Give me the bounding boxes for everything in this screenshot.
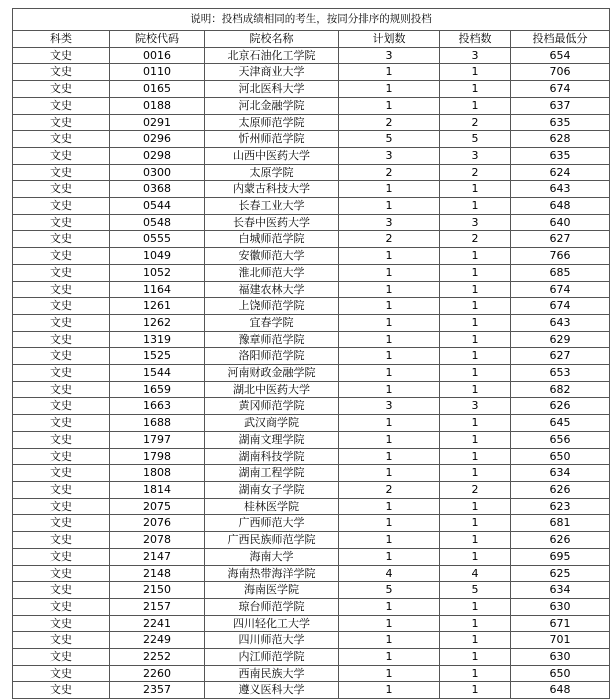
- cell-filing-count: 1: [440, 515, 511, 532]
- cell-filing-count: 2: [440, 164, 511, 181]
- cell-min-score: 766: [511, 248, 610, 265]
- table-row: [13, 231, 610, 248]
- cell-plan-count: 3: [339, 214, 440, 231]
- cell-plan-count: 1: [339, 498, 440, 515]
- cell-filing-count: 1: [440, 298, 511, 315]
- cell-school-code: 1525: [110, 348, 205, 365]
- cell-plan-count: 2: [339, 164, 440, 181]
- cell-school-name: 福建农林大学: [205, 281, 339, 298]
- cell-min-score: 630: [511, 598, 610, 615]
- cell-category: 文史: [13, 465, 110, 482]
- cell-school-code: 0291: [110, 114, 205, 131]
- table-row: [13, 548, 610, 565]
- cell-filing-count: 1: [440, 97, 511, 114]
- cell-min-score: 625: [511, 565, 610, 582]
- cell-school-code: 2260: [110, 665, 205, 682]
- cell-school-name: 四川轻化工大学: [205, 615, 339, 632]
- cell-school-name: 湖南女子学院: [205, 481, 339, 498]
- table-row: [13, 214, 610, 231]
- cell-filing-count: 1: [440, 498, 511, 515]
- cell-category: 文史: [13, 682, 110, 699]
- cell-school-code: 2357: [110, 682, 205, 699]
- cell-filing-count: 1: [440, 248, 511, 265]
- cell-plan-count: 1: [339, 465, 440, 482]
- cell-min-score: 706: [511, 64, 610, 81]
- cell-school-code: 1797: [110, 431, 205, 448]
- cell-school-code: 0548: [110, 214, 205, 231]
- cell-category: 文史: [13, 231, 110, 248]
- table-row: [13, 481, 610, 498]
- table-row: [13, 365, 610, 382]
- cell-min-score: 674: [511, 81, 610, 98]
- cell-plan-count: 1: [339, 515, 440, 532]
- cell-filing-count: 3: [440, 214, 511, 231]
- cell-category: 文史: [13, 114, 110, 131]
- cell-school-code: 0544: [110, 198, 205, 215]
- cell-min-score: 624: [511, 164, 610, 181]
- cell-plan-count: 2: [339, 481, 440, 498]
- cell-min-score: 640: [511, 214, 610, 231]
- table-row: [13, 47, 610, 64]
- cell-school-name: 宜春学院: [205, 314, 339, 331]
- cell-filing-count: 1: [440, 598, 511, 615]
- cell-category: 文史: [13, 248, 110, 265]
- cell-category: 文史: [13, 47, 110, 64]
- note-row: [13, 9, 610, 31]
- cell-category: 文史: [13, 131, 110, 148]
- cell-min-score: 626: [511, 398, 610, 415]
- cell-school-name: 广西民族师范学院: [205, 532, 339, 549]
- table-note: 说明：投档成绩相同的考生，按同分排序的规则投档: [13, 9, 610, 31]
- cell-school-code: 1688: [110, 415, 205, 432]
- cell-school-code: 2150: [110, 582, 205, 599]
- cell-school-name: 遵义医科大学: [205, 682, 339, 699]
- cell-school-name: 河南财政金融学院: [205, 365, 339, 382]
- cell-school-name: 内江师范学院: [205, 649, 339, 666]
- table-row: [13, 565, 610, 582]
- cell-category: 文史: [13, 565, 110, 582]
- cell-filing-count: 1: [440, 532, 511, 549]
- table-row: [13, 281, 610, 298]
- admission-table-sheet: [12, 8, 609, 699]
- cell-min-score: 650: [511, 665, 610, 682]
- cell-school-name: 内蒙古科技大学: [205, 181, 339, 198]
- cell-min-score: 671: [511, 615, 610, 632]
- cell-category: 文史: [13, 398, 110, 415]
- cell-filing-count: 1: [440, 431, 511, 448]
- table-row: [13, 81, 610, 98]
- cell-category: 文史: [13, 582, 110, 599]
- cell-plan-count: 2: [339, 231, 440, 248]
- cell-plan-count: 1: [339, 415, 440, 432]
- cell-school-code: 0188: [110, 97, 205, 114]
- cell-min-score: 637: [511, 97, 610, 114]
- cell-school-code: 2148: [110, 565, 205, 582]
- table-row: [13, 498, 610, 515]
- table-row: [13, 515, 610, 532]
- cell-school-code: 0555: [110, 231, 205, 248]
- table-row: [13, 448, 610, 465]
- cell-min-score: 627: [511, 231, 610, 248]
- cell-category: 文史: [13, 649, 110, 666]
- cell-school-code: 1808: [110, 465, 205, 482]
- table-row: [13, 147, 610, 164]
- cell-school-code: 2147: [110, 548, 205, 565]
- cell-min-score: 674: [511, 281, 610, 298]
- cell-plan-count: 1: [339, 298, 440, 315]
- cell-category: 文史: [13, 598, 110, 615]
- cell-min-score: 701: [511, 632, 610, 649]
- cell-min-score: 674: [511, 298, 610, 315]
- cell-category: 文史: [13, 181, 110, 198]
- cell-filing-count: 1: [440, 314, 511, 331]
- cell-school-code: 2076: [110, 515, 205, 532]
- header-row: [13, 31, 610, 48]
- cell-filing-count: 3: [440, 147, 511, 164]
- cell-category: 文史: [13, 298, 110, 315]
- cell-min-score: 643: [511, 314, 610, 331]
- cell-category: 文史: [13, 81, 110, 98]
- cell-min-score: 648: [511, 682, 610, 699]
- table-row: [13, 164, 610, 181]
- cell-plan-count: 5: [339, 131, 440, 148]
- cell-category: 文史: [13, 448, 110, 465]
- header-min-score: 投档最低分: [511, 31, 610, 48]
- table-row: [13, 431, 610, 448]
- cell-min-score: 626: [511, 532, 610, 549]
- table-row: [13, 64, 610, 81]
- cell-school-name: 湖南工程学院: [205, 465, 339, 482]
- cell-school-name: 太原师范学院: [205, 114, 339, 131]
- cell-filing-count: 1: [440, 548, 511, 565]
- cell-min-score: 626: [511, 481, 610, 498]
- cell-plan-count: 1: [339, 331, 440, 348]
- cell-school-code: 1659: [110, 381, 205, 398]
- cell-school-name: 河北医科大学: [205, 81, 339, 98]
- cell-school-name: 天津商业大学: [205, 64, 339, 81]
- cell-school-code: 1663: [110, 398, 205, 415]
- cell-school-name: 湖北中医药大学: [205, 381, 339, 398]
- cell-school-code: 1544: [110, 365, 205, 382]
- cell-school-name: 湖南文理学院: [205, 431, 339, 448]
- cell-school-code: 0165: [110, 81, 205, 98]
- table-row: [13, 298, 610, 315]
- cell-min-score: 635: [511, 114, 610, 131]
- cell-plan-count: 1: [339, 181, 440, 198]
- cell-school-name: 淮北师范大学: [205, 264, 339, 281]
- cell-category: 文史: [13, 532, 110, 549]
- cell-school-name: 白城师范学院: [205, 231, 339, 248]
- cell-school-code: 2157: [110, 598, 205, 615]
- table-row: [13, 415, 610, 432]
- cell-filing-count: 1: [440, 348, 511, 365]
- cell-plan-count: 1: [339, 665, 440, 682]
- cell-filing-count: 1: [440, 415, 511, 432]
- cell-min-score: 643: [511, 181, 610, 198]
- cell-school-code: 1049: [110, 248, 205, 265]
- header-filing-count: 投档数: [440, 31, 511, 48]
- cell-plan-count: 1: [339, 198, 440, 215]
- cell-plan-count: 1: [339, 81, 440, 98]
- table-row: [13, 248, 610, 265]
- cell-category: 文史: [13, 331, 110, 348]
- cell-plan-count: 1: [339, 548, 440, 565]
- cell-min-score: 653: [511, 365, 610, 382]
- cell-filing-count: 1: [440, 682, 511, 699]
- cell-school-code: 0298: [110, 147, 205, 164]
- cell-school-name: 山西中医药大学: [205, 147, 339, 164]
- table-row: [13, 465, 610, 482]
- cell-school-name: 西南民族大学: [205, 665, 339, 682]
- cell-category: 文史: [13, 64, 110, 81]
- cell-min-score: 685: [511, 264, 610, 281]
- cell-filing-count: 1: [440, 632, 511, 649]
- cell-min-score: 695: [511, 548, 610, 565]
- table-row: [13, 615, 610, 632]
- cell-plan-count: 1: [339, 365, 440, 382]
- cell-plan-count: 5: [339, 582, 440, 599]
- cell-school-name: 琼台师范学院: [205, 598, 339, 615]
- header-plan-count: 计划数: [339, 31, 440, 48]
- header-school-code: 院校代码: [110, 31, 205, 48]
- cell-category: 文史: [13, 415, 110, 432]
- cell-school-code: 1164: [110, 281, 205, 298]
- cell-category: 文史: [13, 615, 110, 632]
- cell-min-score: 648: [511, 198, 610, 215]
- cell-plan-count: 1: [339, 264, 440, 281]
- table-row: [13, 331, 610, 348]
- cell-plan-count: 1: [339, 598, 440, 615]
- cell-plan-count: 3: [339, 47, 440, 64]
- cell-school-code: 1814: [110, 481, 205, 498]
- cell-school-name: 安徽师范大学: [205, 248, 339, 265]
- cell-school-name: 太原学院: [205, 164, 339, 181]
- cell-filing-count: 5: [440, 131, 511, 148]
- cell-filing-count: 2: [440, 231, 511, 248]
- table-row: [13, 97, 610, 114]
- cell-min-score: 681: [511, 515, 610, 532]
- table-body: [13, 47, 610, 698]
- table-row: [13, 314, 610, 331]
- cell-school-name: 忻州师范学院: [205, 131, 339, 148]
- cell-category: 文史: [13, 515, 110, 532]
- cell-filing-count: 1: [440, 81, 511, 98]
- cell-category: 文史: [13, 147, 110, 164]
- cell-plan-count: 1: [339, 649, 440, 666]
- header-category: 科类: [13, 31, 110, 48]
- table-row: [13, 264, 610, 281]
- cell-category: 文史: [13, 281, 110, 298]
- cell-plan-count: 1: [339, 532, 440, 549]
- cell-school-name: 武汉商学院: [205, 415, 339, 432]
- cell-min-score: 656: [511, 431, 610, 448]
- table-row: [13, 632, 610, 649]
- cell-school-name: 广西师范大学: [205, 515, 339, 532]
- cell-school-name: 黄冈师范学院: [205, 398, 339, 415]
- cell-filing-count: 3: [440, 47, 511, 64]
- cell-school-code: 0110: [110, 64, 205, 81]
- cell-min-score: 654: [511, 47, 610, 64]
- cell-school-name: 海南大学: [205, 548, 339, 565]
- cell-plan-count: 1: [339, 682, 440, 699]
- cell-category: 文史: [13, 264, 110, 281]
- cell-school-code: 1798: [110, 448, 205, 465]
- cell-plan-count: 1: [339, 314, 440, 331]
- cell-category: 文史: [13, 481, 110, 498]
- cell-school-code: 2078: [110, 532, 205, 549]
- cell-category: 文史: [13, 348, 110, 365]
- cell-category: 文史: [13, 498, 110, 515]
- cell-min-score: 630: [511, 649, 610, 666]
- cell-filing-count: 5: [440, 582, 511, 599]
- cell-school-code: 1319: [110, 331, 205, 348]
- cell-category: 文史: [13, 365, 110, 382]
- cell-filing-count: 1: [440, 448, 511, 465]
- cell-school-name: 海南热带海洋学院: [205, 565, 339, 582]
- table-row: [13, 649, 610, 666]
- cell-school-code: 2249: [110, 632, 205, 649]
- cell-min-score: 635: [511, 147, 610, 164]
- table-row: [13, 131, 610, 148]
- cell-plan-count: 1: [339, 64, 440, 81]
- cell-plan-count: 1: [339, 615, 440, 632]
- table-row: [13, 582, 610, 599]
- cell-filing-count: 3: [440, 398, 511, 415]
- cell-school-code: 1261: [110, 298, 205, 315]
- cell-school-code: 0368: [110, 181, 205, 198]
- cell-plan-count: 3: [339, 398, 440, 415]
- cell-plan-count: 1: [339, 97, 440, 114]
- cell-category: 文史: [13, 548, 110, 565]
- table-row: [13, 665, 610, 682]
- cell-filing-count: 1: [440, 198, 511, 215]
- cell-category: 文史: [13, 632, 110, 649]
- cell-category: 文史: [13, 314, 110, 331]
- cell-school-code: 2075: [110, 498, 205, 515]
- cell-plan-count: 1: [339, 632, 440, 649]
- cell-min-score: 627: [511, 348, 610, 365]
- header-school-name: 院校名称: [205, 31, 339, 48]
- cell-filing-count: 1: [440, 281, 511, 298]
- cell-min-score: 634: [511, 465, 610, 482]
- cell-school-name: 四川师范大学: [205, 632, 339, 649]
- cell-plan-count: 1: [339, 431, 440, 448]
- cell-category: 文史: [13, 214, 110, 231]
- cell-school-name: 湖南科技学院: [205, 448, 339, 465]
- cell-category: 文史: [13, 381, 110, 398]
- table-row: [13, 598, 610, 615]
- cell-filing-count: 1: [440, 465, 511, 482]
- cell-filing-count: 1: [440, 331, 511, 348]
- cell-plan-count: 3: [339, 147, 440, 164]
- cell-school-code: 1052: [110, 264, 205, 281]
- cell-min-score: 629: [511, 331, 610, 348]
- cell-school-name: 长春工业大学: [205, 198, 339, 215]
- cell-plan-count: 1: [339, 281, 440, 298]
- table-row: [13, 181, 610, 198]
- cell-school-name: 桂林医学院: [205, 498, 339, 515]
- cell-school-code: 0300: [110, 164, 205, 181]
- cell-school-name: 河北金融学院: [205, 97, 339, 114]
- cell-filing-count: 4: [440, 565, 511, 582]
- cell-min-score: 634: [511, 582, 610, 599]
- cell-filing-count: 1: [440, 649, 511, 666]
- cell-plan-count: 1: [339, 348, 440, 365]
- cell-school-name: 长春中医药大学: [205, 214, 339, 231]
- cell-category: 文史: [13, 97, 110, 114]
- cell-filing-count: 1: [440, 64, 511, 81]
- table-row: [13, 532, 610, 549]
- cell-school-name: 海南医学院: [205, 582, 339, 599]
- table-row: [13, 381, 610, 398]
- table-row: [13, 198, 610, 215]
- cell-filing-count: 1: [440, 365, 511, 382]
- cell-school-name: 上饶师范学院: [205, 298, 339, 315]
- cell-school-code: 0016: [110, 47, 205, 64]
- cell-school-code: 1262: [110, 314, 205, 331]
- cell-category: 文史: [13, 431, 110, 448]
- cell-school-code: 0296: [110, 131, 205, 148]
- cell-filing-count: 1: [440, 615, 511, 632]
- cell-school-code: 2241: [110, 615, 205, 632]
- cell-filing-count: 1: [440, 264, 511, 281]
- cell-min-score: 650: [511, 448, 610, 465]
- cell-filing-count: 1: [440, 381, 511, 398]
- cell-filing-count: 2: [440, 481, 511, 498]
- cell-plan-count: 4: [339, 565, 440, 582]
- cell-school-name: 北京石油化工学院: [205, 47, 339, 64]
- cell-filing-count: 1: [440, 665, 511, 682]
- table-row: [13, 114, 610, 131]
- admission-table: [12, 8, 610, 699]
- table-row: [13, 398, 610, 415]
- cell-min-score: 628: [511, 131, 610, 148]
- cell-plan-count: 2: [339, 114, 440, 131]
- cell-min-score: 682: [511, 381, 610, 398]
- cell-category: 文史: [13, 665, 110, 682]
- cell-filing-count: 2: [440, 114, 511, 131]
- cell-school-name: 豫章师范学院: [205, 331, 339, 348]
- table-row: [13, 348, 610, 365]
- cell-school-code: 2252: [110, 649, 205, 666]
- table-row: [13, 682, 610, 699]
- cell-school-name: 洛阳师范学院: [205, 348, 339, 365]
- cell-plan-count: 1: [339, 381, 440, 398]
- cell-min-score: 623: [511, 498, 610, 515]
- cell-min-score: 645: [511, 415, 610, 432]
- cell-category: 文史: [13, 164, 110, 181]
- cell-plan-count: 1: [339, 448, 440, 465]
- cell-filing-count: 1: [440, 181, 511, 198]
- cell-category: 文史: [13, 198, 110, 215]
- cell-plan-count: 1: [339, 248, 440, 265]
